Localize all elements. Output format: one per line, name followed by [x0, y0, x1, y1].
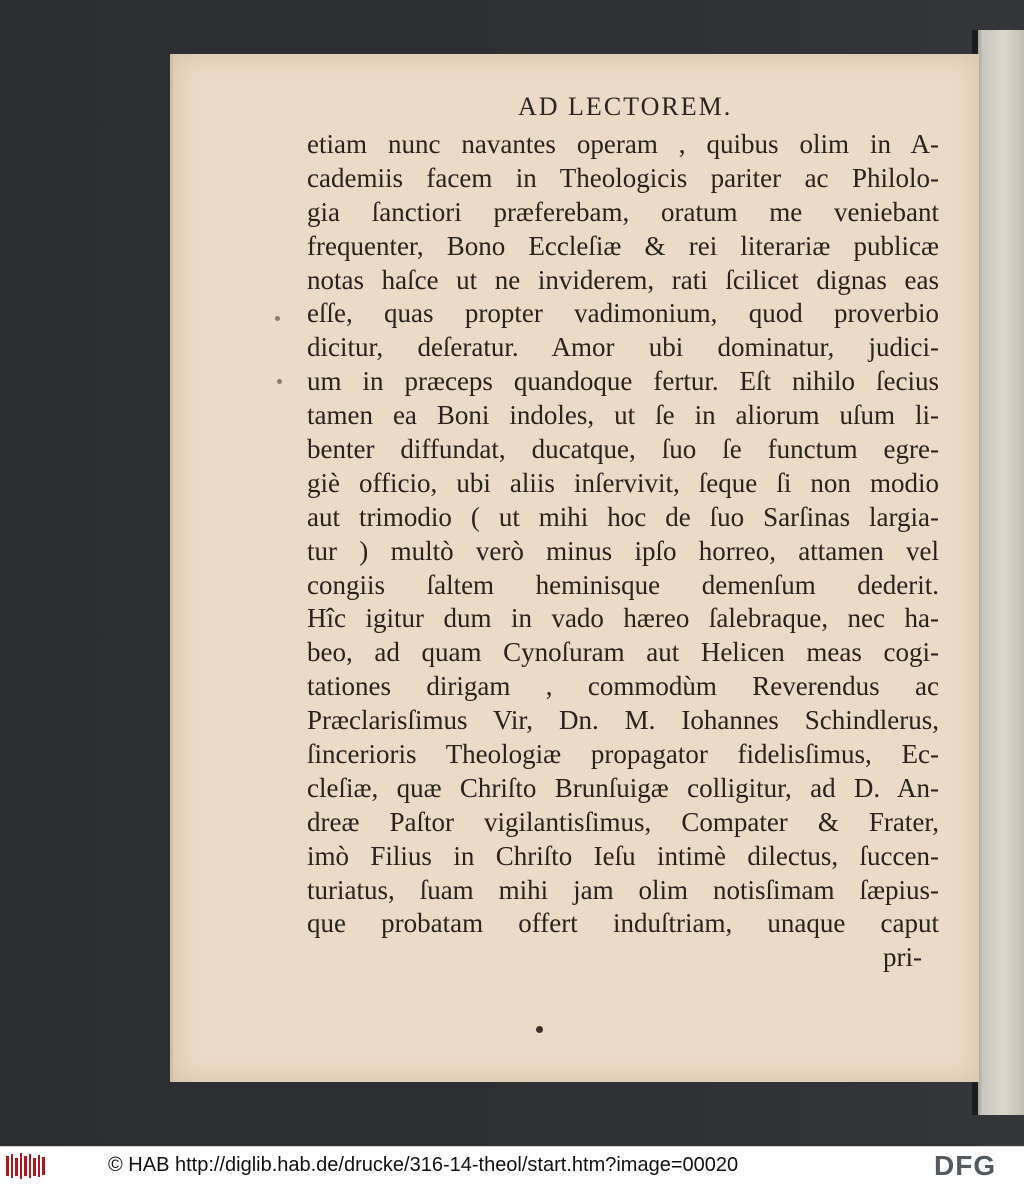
text-line: gia ſanctiori præferebam, oratum me veniebant [307, 196, 939, 227]
text-line: eſſe, quas propter vadimonium, quod proverbio [307, 298, 939, 329]
text-line: tur ) multò verò minus ipſo horreo, attamen vel [307, 535, 939, 566]
text-line: frequenter, Bono Eccleſiæ & rei literariæ publicæ [307, 230, 939, 261]
text-line: um in præceps quandoque fertur. Eſt nihilo ſecius [307, 366, 939, 397]
margin-dot [277, 379, 282, 384]
text-line: que probatam offert induſtriam, unaque caput [307, 908, 939, 939]
text-line: giè officio, ubi aliis inſervivit, ſeque ſi non modio [307, 467, 939, 498]
text-line: dreæ Paſtor vigilantisſimus, Compater & Frater, [307, 806, 939, 837]
page-text [307, 128, 939, 941]
text-line: cleſiæ, quæ Chriſto Brunſuigæ colligitur, ad D. An- [307, 772, 939, 803]
facing-page-edge [972, 30, 1024, 1115]
dfg-logo: DFG [934, 1150, 997, 1181]
text-line: notas haſce ut ne inviderem, rati ſcilicet dignas eas [307, 264, 939, 295]
text-line: imò Filius in Chriſto Ieſu intimè dilectus, ſuccen- [307, 840, 939, 871]
text-line: etiam nunc navantes operam , quibus olim in A- [307, 129, 939, 159]
hab-logo-icon [6, 1152, 46, 1180]
text-line: cademiis facem in Theologicis pariter ac Philolo- [307, 162, 939, 193]
text-line: Hîc igitur dum in vado hæreo ſalebraque, nec ha- [307, 603, 939, 634]
footer-copyright-url: © HAB http://diglib.hab.de/drucke/316-14-theol/start.htm?image=00020 [108, 1154, 739, 1176]
text-line: tationes dirigam , commodùm Reverendus ac [307, 671, 939, 702]
margin-dot [275, 316, 280, 321]
text-line: dicitur, deſeratur. Amor ubi dominatur, judici- [307, 332, 939, 363]
catchword: pri- [883, 942, 922, 972]
signature-dot [536, 1026, 543, 1033]
text-line: turiatus, ſuam mihi jam olim notisſimam ſæpius- [307, 874, 939, 905]
running-head: AD LECTOREM. [518, 92, 733, 121]
text-line: Præclarisſimus Vir, Dn. M. Iohannes Schindlerus, [307, 705, 939, 736]
book-page [170, 54, 979, 1082]
text-line: congiis ſaltem heminisque demenſum dederit. [307, 569, 939, 600]
text-line: benter diffundat, ducatque, ſuo ſe functum egre- [307, 434, 939, 465]
text-line: beo, ad quam Cynoſuram aut Helicen meas cogi- [307, 637, 939, 668]
text-line: ſincerioris Theologiæ propagator fidelisſimus, Ec- [307, 739, 939, 770]
text-line: aut trimodio ( ut mihi hoc de ſuo Sarſinas largia- [307, 501, 939, 532]
text-line: tamen ea Boni indoles, ut ſe in aliorum uſum li- [307, 400, 939, 431]
footer-bar [0, 1146, 1024, 1185]
